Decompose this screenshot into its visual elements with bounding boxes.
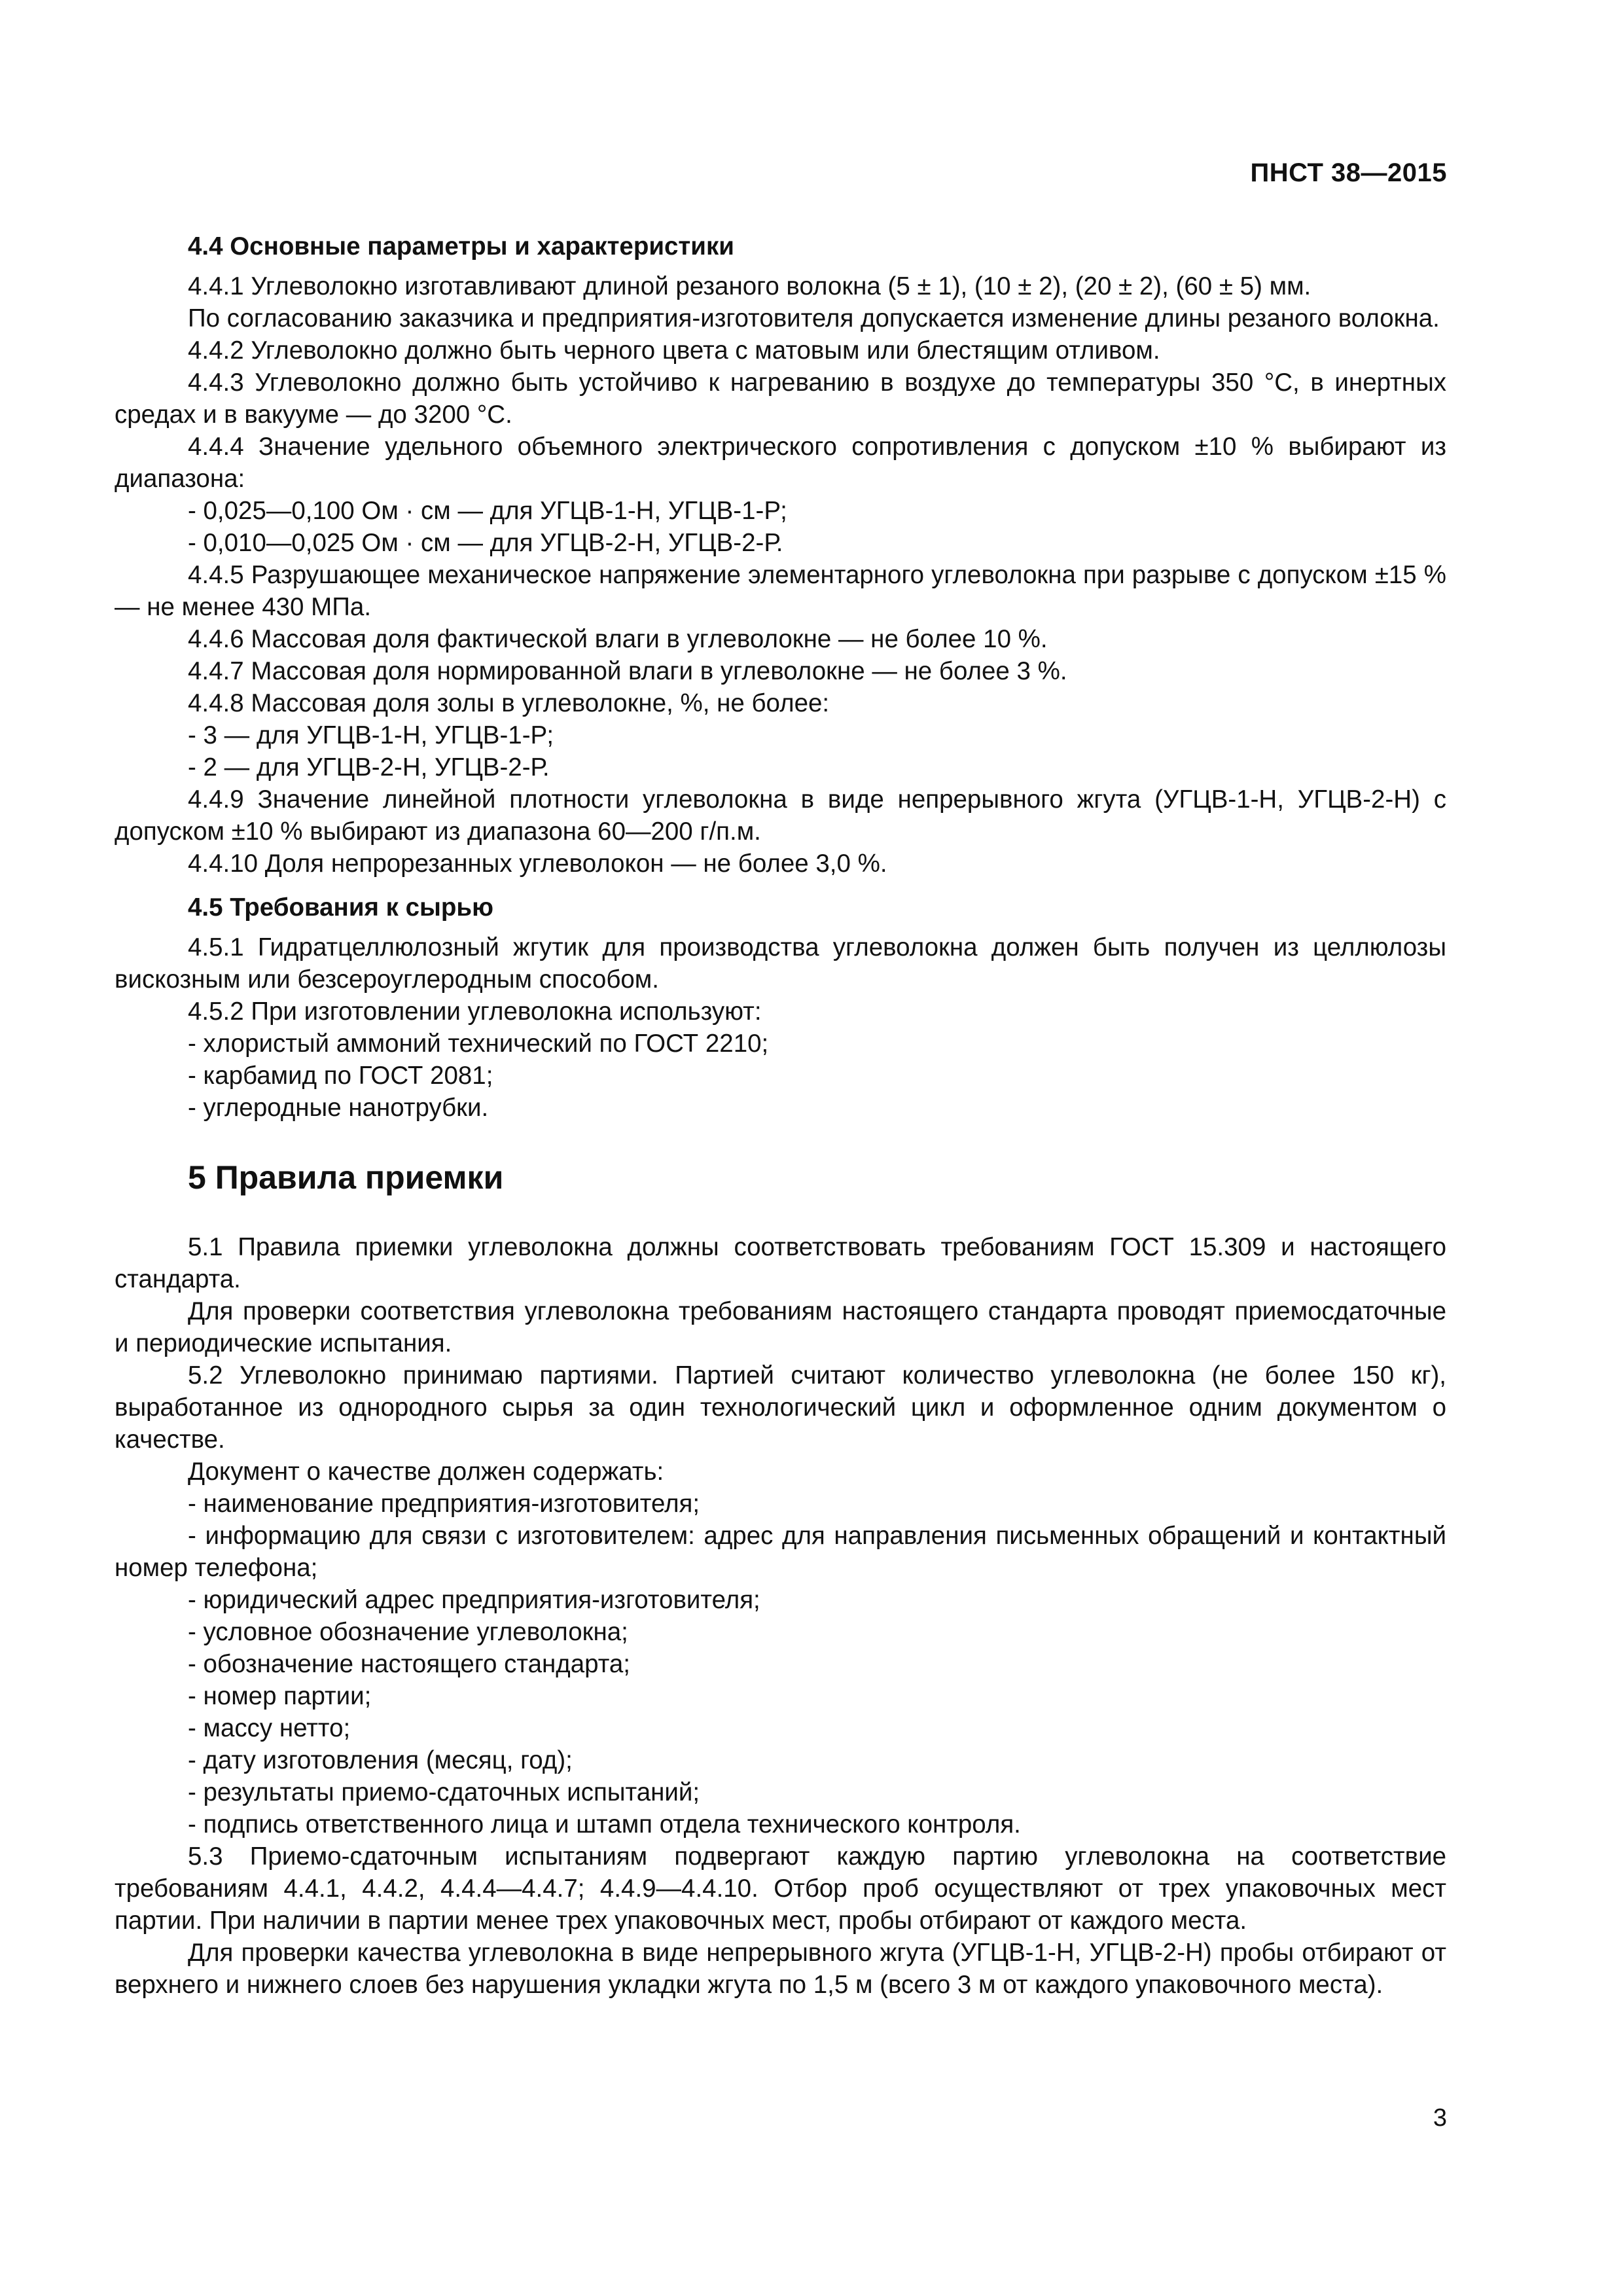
paragraph: 5.2 Углеволокно принимаю партиями. Партией считают количество углеволокна (не более 150 кг), выработанное из однородного сырья за один технологический цикл и оформленное одним документом о качестве. bbox=[115, 1361, 1446, 1454]
list-item: - углеродные нанотрубки. bbox=[188, 1094, 489, 1122]
paragraph: 4.4.9 Значение линейной плотности углеволокна в виде непрерывного жгута (УГЦВ-1-Н, УГЦВ-2-Н) с допуском ±10 % выбирают из диапазона 60—200 г/п.м. bbox=[115, 785, 1446, 846]
document-body bbox=[115, 230, 1446, 2001]
paragraph: 4.4.7 Массовая доля нормированной влаги в углеволокне — не более 3 %. bbox=[188, 657, 1067, 685]
paragraph: Для проверки соответствия углеволокна требованиям настоящего стандарта проводят приемосдаточные и периодические испытания. bbox=[115, 1297, 1446, 1357]
paragraph: 4.4.10 Доля непрорезанных углеволокон — не более 3,0 %. bbox=[188, 850, 887, 878]
list-item: - информацию для связи с изготовителем: адрес для направления письменных обращений и контактный номер телефона; bbox=[115, 1522, 1446, 1582]
list-item: - 3 — для УГЦВ-1-Н, УГЦВ-1-Р; bbox=[188, 721, 554, 749]
page-number: 3 bbox=[1433, 2104, 1447, 2132]
list-item: - результаты приемо-сдаточных испытаний; bbox=[188, 1778, 700, 1806]
standard-code-header: ПНСТ 38—2015 bbox=[1250, 158, 1447, 187]
paragraph: 4.4.6 Массовая доля фактической влаги в углеволокне — не более 10 %. bbox=[188, 625, 1048, 653]
list-item: - массу нетто; bbox=[188, 1714, 351, 1742]
list-item: - подпись ответственного лица и штамп отдела технического контроля. bbox=[188, 1810, 1021, 1839]
paragraph: 4.4.2 Углеволокно должно быть черного цвета с матовым или блестящим отливом. bbox=[188, 336, 1160, 365]
paragraph: 4.4.3 Углеволокно должно быть устойчиво к нагреванию в воздухе до температуры 350 °С, в инертных средах и в вакууме — до 3200 °С. bbox=[115, 368, 1446, 429]
paragraph: 4.4.4 Значение удельного объемного электрического сопротивления с допуском ±10 % выбирают из диапазона: bbox=[115, 433, 1446, 493]
paragraph: 5.3 Приемо-сдаточным испытаниям подвергают каждую партию углеволокна на соответствие требованиям 4.4.1, 4.4.2, 4.4.4—4.4.7; 4.4.9—4.4.10. Отбор проб осуществляют от трех упаковочных мест партии. При наличии в партии менее трех упаковочных мест, пробы отбирают от каждого места. bbox=[115, 1842, 1446, 1935]
list-item: - наименование предприятия-изготовителя; bbox=[188, 1490, 700, 1518]
list-item: - 2 — для УГЦВ-2-Н, УГЦВ-2-Р. bbox=[188, 753, 550, 781]
section-heading: 4.5 Требования к сырью bbox=[188, 893, 493, 922]
paragraph: Для проверки качества углеволокна в виде непрерывного жгута (УГЦВ-1-Н, УГЦВ-2-Н) пробы отбирают от верхнего и нижнего слоев без нарушения укладки жгута по 1,5 м (всего 3 м от каждого упаковочного места). bbox=[115, 1939, 1446, 1999]
paragraph: Документ о качестве должен содержать: bbox=[188, 1458, 664, 1486]
paragraph: 4.4.1 Углеволокно изготавливают длиной резаного волокна (5 ± 1), (10 ± 2), (20 ± 2), (60 ± 5) мм. bbox=[188, 272, 1311, 300]
list-item: - условное обозначение углеволокна; bbox=[188, 1618, 628, 1646]
list-item: - 0,025—0,100 Ом · см — для УГЦВ-1-Н, УГЦВ-1-Р; bbox=[188, 497, 787, 525]
list-item: - карбамид по ГОСТ 2081; bbox=[188, 1062, 493, 1090]
list-item: - хлористый аммоний технический по ГОСТ 2210; bbox=[188, 1030, 769, 1058]
list-item: - номер партии; bbox=[188, 1682, 372, 1710]
paragraph: 4.4.5 Разрушающее механическое напряжение элементарного углеволокна при разрыве с допуском ±15 % — не менее 430 МПа. bbox=[115, 561, 1446, 621]
paragraph: 4.5.1 Гидратцеллюлозный жгутик для производства углеволокна должен быть получен из целлюлозы вискозным или безсероуглеродным способом. bbox=[115, 933, 1446, 994]
list-item: - юридический адрес предприятия-изготовителя; bbox=[188, 1586, 760, 1614]
paragraph: 5.1 Правила приемки углеволокна должны соответствовать требованиям ГОСТ 15.309 и настоящего стандарта. bbox=[115, 1233, 1446, 1293]
list-item: - дату изготовления (месяц, год); bbox=[188, 1746, 573, 1774]
section-heading: 4.4 Основные параметры и характеристики bbox=[188, 232, 734, 260]
paragraph: По согласованию заказчика и предприятия-изготовителя допускается изменение длины резаного волокна. bbox=[188, 304, 1440, 332]
list-item: - обозначение настоящего стандарта; bbox=[188, 1650, 631, 1678]
paragraph: 4.5.2 При изготовлении углеволокна используют: bbox=[188, 997, 762, 1026]
chapter-heading: 5 Правила приемки bbox=[188, 1159, 504, 1196]
list-item: - 0,010—0,025 Ом · см — для УГЦВ-2-Н, УГЦВ-2-Р. bbox=[188, 529, 783, 557]
paragraph: 4.4.8 Массовая доля золы в углеволокне, %, не более: bbox=[188, 689, 830, 717]
